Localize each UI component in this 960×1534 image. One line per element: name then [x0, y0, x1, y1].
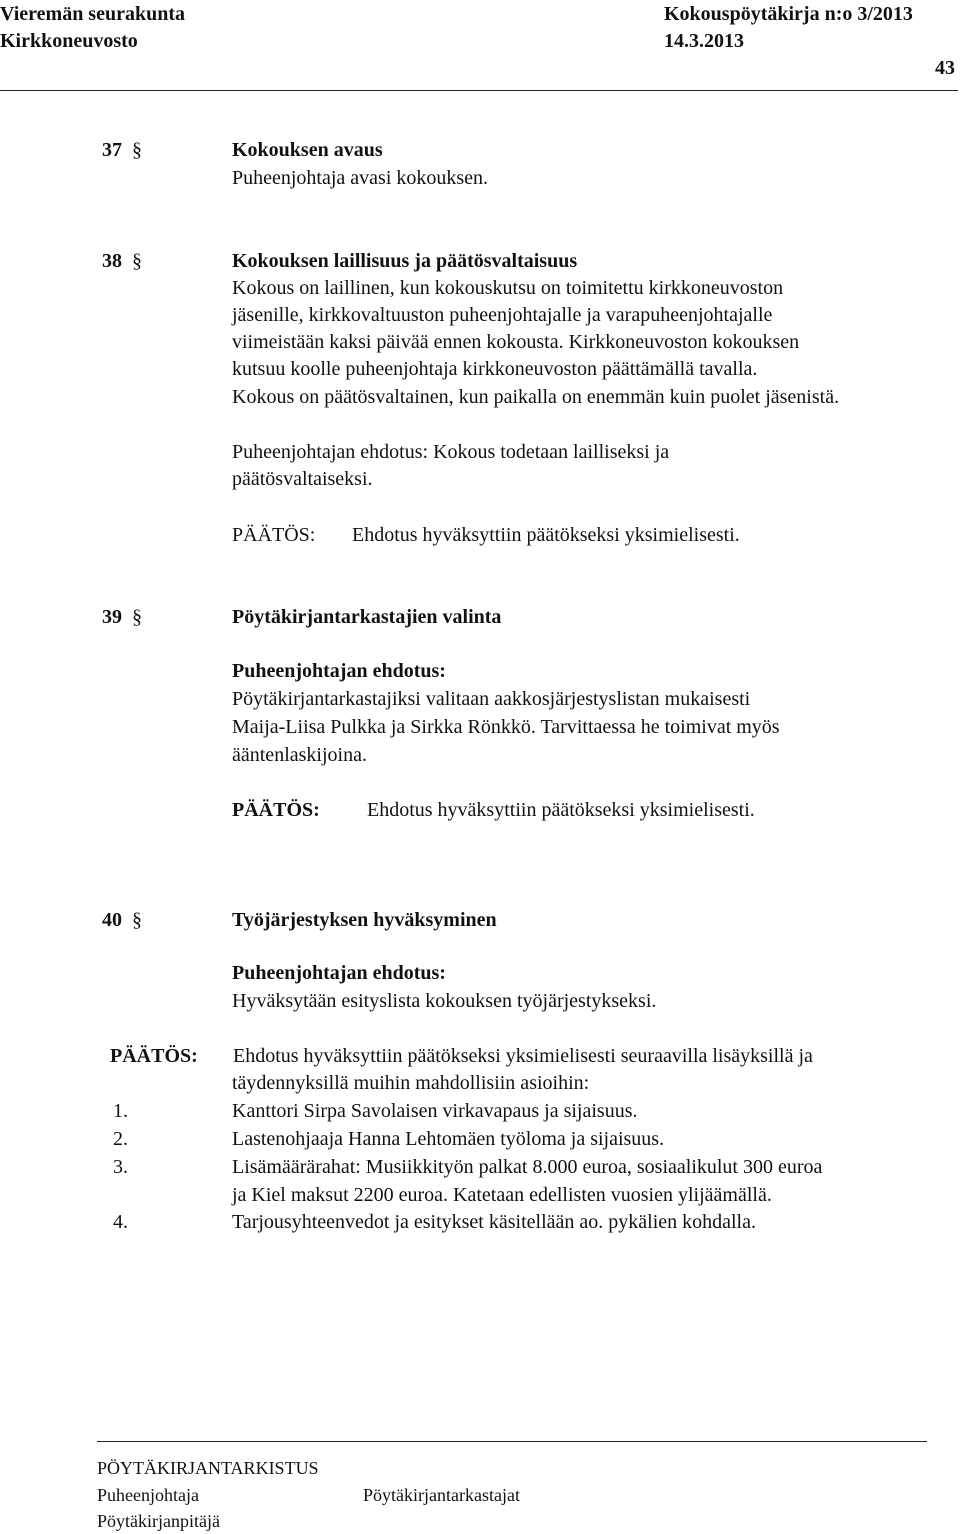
section-39-number: 39 — [102, 606, 122, 628]
section-39-decision-label: PÄÄTÖS: — [232, 799, 320, 821]
list-item-text: Lastenohjaaja Hanna Lehtomäen työloma ja sijaisuus. — [232, 1128, 665, 1150]
section-38-decision-text: Ehdotus hyväksyttiin päätökseksi yksimielisesti. — [352, 524, 740, 546]
section-37-title: Kokouksen avaus — [232, 139, 383, 161]
section-39-title: Pöytäkirjantarkastajien valinta — [232, 606, 502, 628]
list-item-number: 2. — [113, 1128, 128, 1150]
section-38-proposal-cont: päätösvaltaiseksi. — [232, 468, 373, 490]
section-38-text-line: jäsenille, kirkkovaltuuston puheenjohtajalle ja varapuheenjohtajalle — [232, 304, 773, 326]
section-38-text-line: kutsuu koolle puheenjohtaja kirkkoneuvoston päättämällä tavalla. — [232, 358, 758, 380]
header-date: 14.3.2013 — [664, 30, 744, 52]
section-39-proposal-label: Puheenjohtajan ehdotus: — [232, 660, 446, 682]
section-40-title: Työjärjestyksen hyväksyminen — [232, 909, 497, 931]
header-organization: Vieremän seurakunta — [0, 3, 185, 25]
section-40-decision-line: Ehdotus hyväksyttiin päätökseksi yksimielisesti seuraavilla lisäyksillä ja — [233, 1045, 813, 1067]
list-item-number: 3. — [113, 1156, 128, 1178]
section-40-decision-label: PÄÄTÖS: — [110, 1045, 198, 1067]
section-38-text-line: Kokous on päätösvaltainen, kun paikalla on enemmän kuin puolet jäsenistä. — [232, 386, 840, 408]
header-document-number: Kokouspöytäkirja n:o 3/2013 — [664, 3, 913, 25]
section-38-proposal — [232, 442, 669, 462]
section-39-text-line: Pöytäkirjantarkastajiksi valitaan aakkosjärjestyslistan mukaisesti — [232, 688, 751, 710]
footer-keeper: Pöytäkirjanpitäjä — [97, 1511, 220, 1531]
section-38-text-line: viimeistään kaksi päivää ennen kokousta. Kirkkoneuvoston kokouksen — [232, 331, 800, 353]
section-symbol: § — [132, 909, 142, 931]
section-39-text-line: Maija-Liisa Pulkka ja Sirkka Rönkkö. Tarvittaessa he toimivat myös — [232, 716, 780, 738]
footer-title: PÖYTÄKIRJANTARKISTUS — [97, 1458, 319, 1478]
footer-rule — [97, 1441, 927, 1442]
page-number: 43 — [935, 57, 955, 79]
header-rule — [0, 90, 958, 91]
section-symbol: § — [132, 250, 142, 272]
footer-checkers: Pöytäkirjantarkastajat — [363, 1485, 520, 1505]
list-item-text: ja Kiel maksut 2200 euroa. Katetaan edellisten vuosien ylijäämällä. — [232, 1184, 772, 1206]
section-37-text: Puheenjohtaja avasi kokouksen. — [232, 167, 489, 189]
list-item-text: Tarjousyhteenvedot ja esitykset käsitellään ao. pykälien kohdalla. — [232, 1211, 756, 1233]
section-40-decision-line: täydennyksillä muihin mahdollisiin asioihin: — [232, 1072, 590, 1094]
proposal-label: Puheenjohtajan ehdotus: — [232, 441, 429, 463]
footer-chair: Puheenjohtaja — [97, 1485, 199, 1505]
list-item-number: 4. — [113, 1211, 128, 1233]
list-item-number: 1. — [113, 1100, 128, 1122]
section-37-number: 37 — [102, 139, 122, 161]
section-40-proposal-text: Hyväksytään esityslista kokouksen työjärjestykseksi. — [232, 990, 657, 1012]
section-38-text-line: Kokous on laillinen, kun kokouskutsu on toimitettu kirkkoneuvoston — [232, 277, 784, 299]
section-38-decision-label: PÄÄTÖS: — [232, 524, 316, 546]
proposal-text: Kokous todetaan lailliseksi ja — [433, 441, 670, 463]
section-symbol: § — [132, 139, 142, 161]
list-item-text: Lisämäärärahat: Musiikkityön palkat 8.000 euroa, sosiaalikulut 300 euroa — [232, 1156, 823, 1178]
section-38-number: 38 — [102, 250, 122, 272]
section-39-decision-text: Ehdotus hyväksyttiin päätökseksi yksimielisesti. — [367, 799, 755, 821]
section-40-number: 40 — [102, 909, 122, 931]
section-38-title: Kokouksen laillisuus ja päätösvaltaisuus — [232, 250, 578, 272]
header-body: Kirkkoneuvosto — [0, 30, 138, 52]
section-39-text-line: ääntenlaskijoina. — [232, 744, 367, 766]
list-item-text: Kanttori Sirpa Savolaisen virkavapaus ja sijaisuus. — [232, 1100, 638, 1122]
section-40-proposal-label: Puheenjohtajan ehdotus: — [232, 962, 446, 984]
section-symbol: § — [132, 606, 142, 628]
